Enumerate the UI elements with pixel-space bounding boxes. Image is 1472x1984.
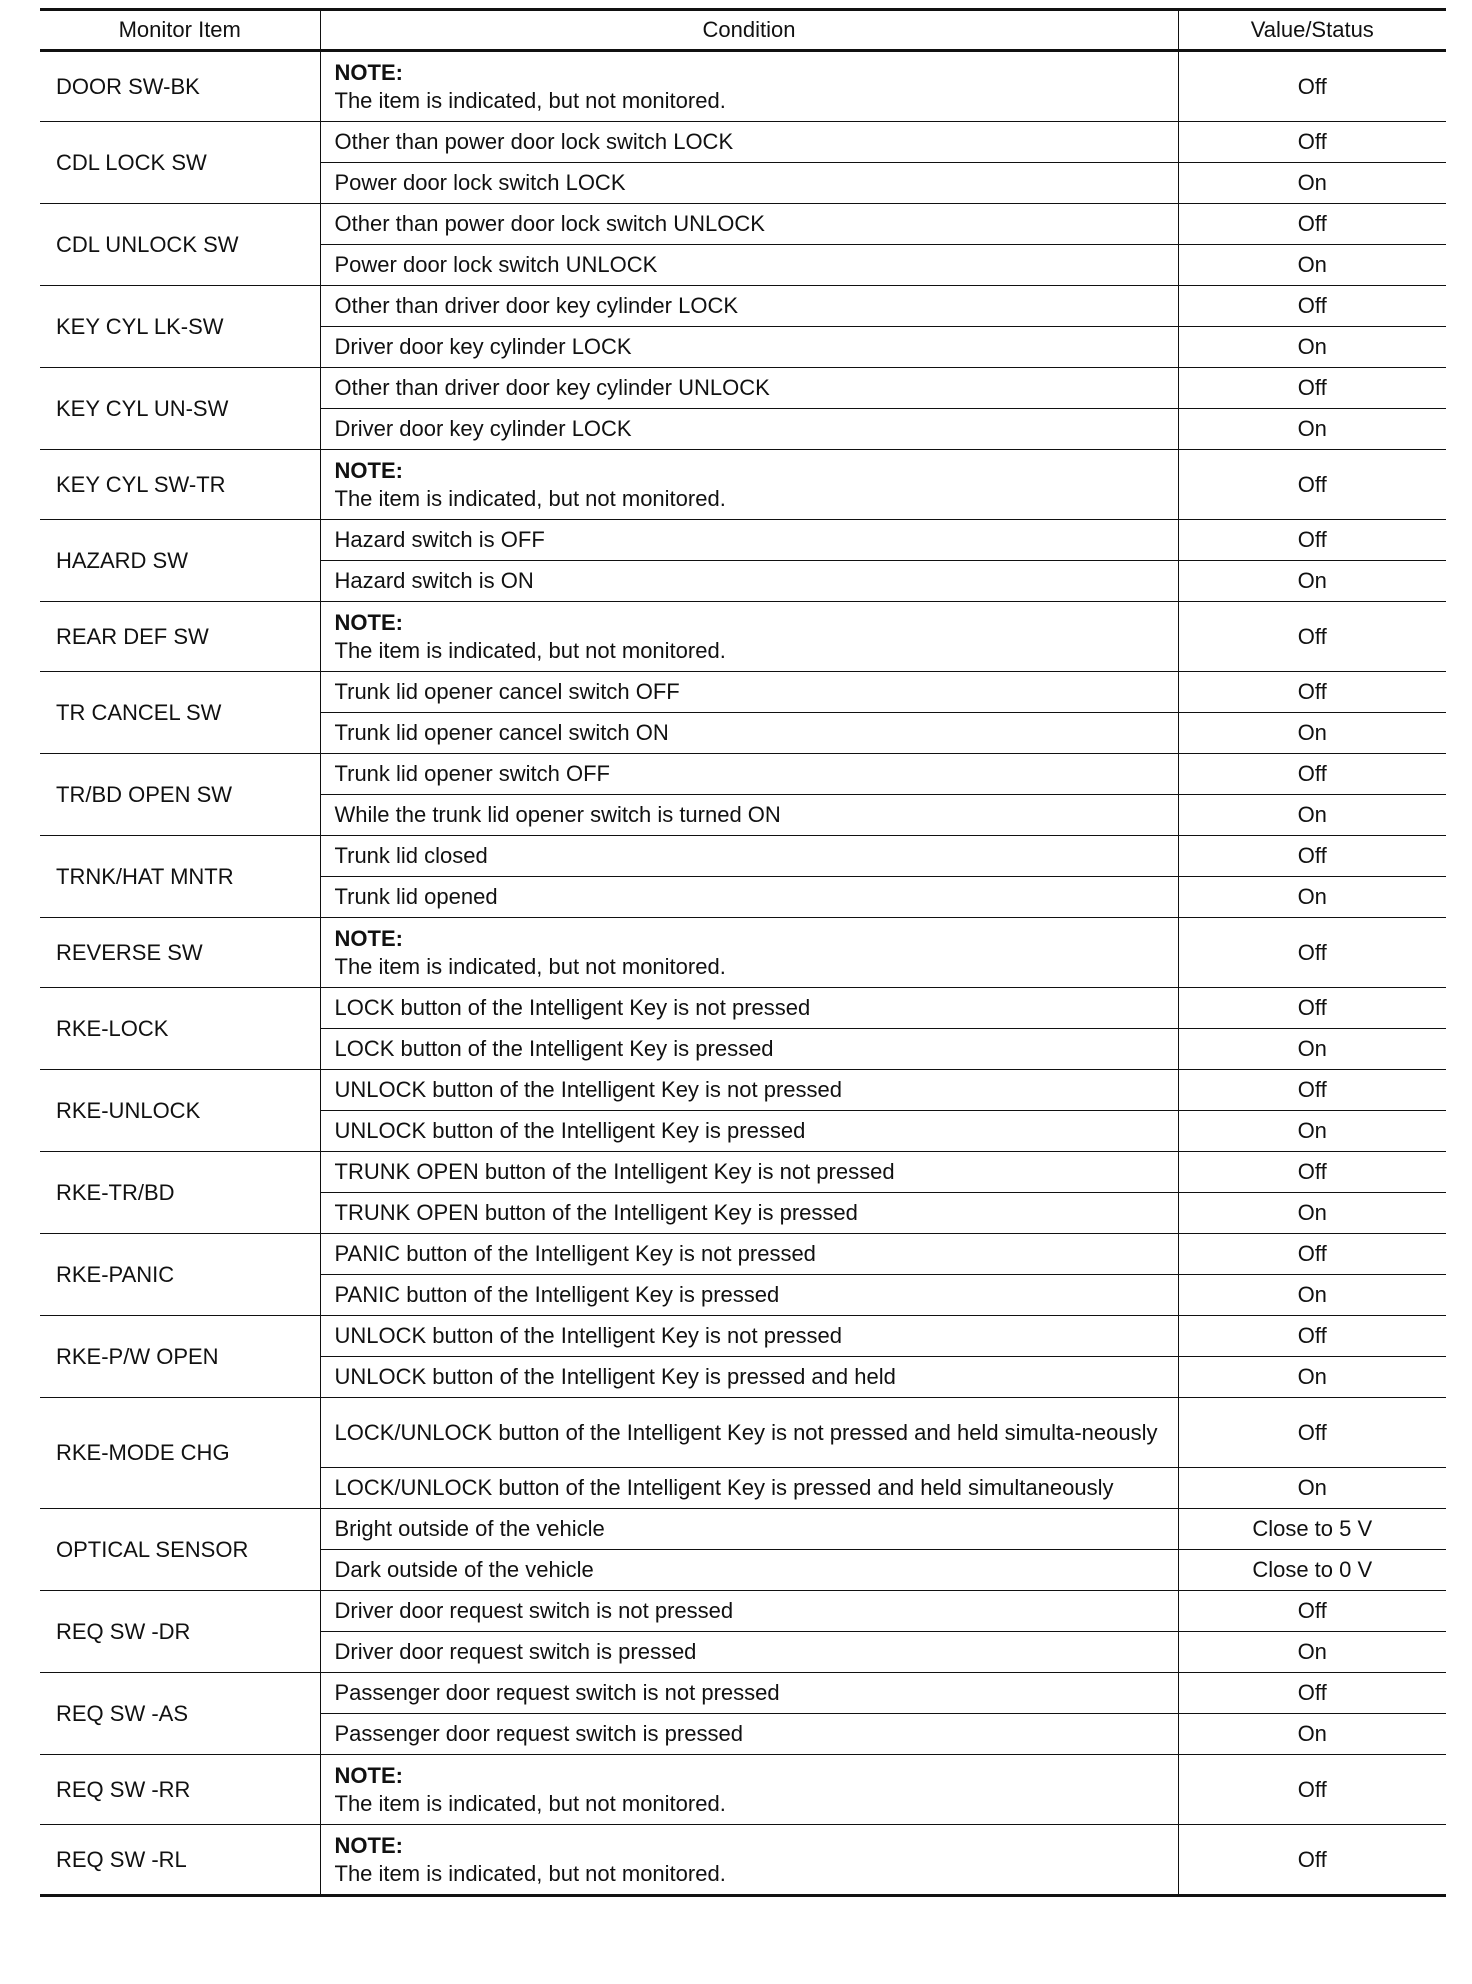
condition-cell — [320, 245, 1178, 286]
condition-text: Trunk lid opened — [334, 884, 498, 909]
condition-text: Other than power door lock switch LOCK — [334, 129, 734, 154]
condition-text: The item is indicated, but not monitored. — [334, 1790, 726, 1816]
condition-cell — [320, 1152, 1178, 1193]
value-status-cell: On — [1178, 1468, 1446, 1509]
monitor-item-name: DOOR SW-BK — [40, 51, 320, 122]
value-status-cell: On — [1178, 1275, 1446, 1316]
condition-cell — [320, 754, 1178, 795]
header-value-status: Value/Status — [1178, 10, 1446, 51]
monitor-item-name: CDL UNLOCK SW — [40, 204, 320, 286]
value-status-cell: Off — [1178, 1755, 1446, 1825]
value-status-cell: Off — [1178, 286, 1446, 327]
condition-text: UNLOCK button of the Intelligent Key is not pressed — [334, 1077, 843, 1102]
table-row — [40, 1509, 1446, 1550]
condition-cell — [320, 877, 1178, 918]
table-row — [40, 450, 1446, 520]
table-row — [40, 1755, 1446, 1825]
value-status-cell: Off — [1178, 988, 1446, 1029]
note-label: NOTE: — [334, 59, 403, 85]
table-row — [40, 1234, 1446, 1275]
table-row — [40, 1152, 1446, 1193]
condition-text: Dark outside of the vehicle — [334, 1557, 594, 1582]
value-status-cell: Off — [1178, 51, 1446, 122]
table-row — [40, 51, 1446, 122]
table-row — [40, 1591, 1446, 1632]
condition-cell — [320, 409, 1178, 450]
value-status-cell: Off — [1178, 602, 1446, 672]
condition-cell — [320, 1234, 1178, 1275]
condition-cell — [320, 368, 1178, 409]
condition-cell — [320, 1550, 1178, 1591]
condition-text: Power door lock switch LOCK — [334, 170, 626, 195]
condition-cell — [320, 1591, 1178, 1632]
value-status-cell: Off — [1178, 1398, 1446, 1468]
monitor-item-name: KEY CYL LK-SW — [40, 286, 320, 368]
monitor-item-name: KEY CYL SW-TR — [40, 450, 320, 520]
condition-text: Driver door request switch is not pressed — [334, 1598, 734, 1623]
value-status-cell: On — [1178, 1357, 1446, 1398]
value-status-cell: On — [1178, 1029, 1446, 1070]
condition-text: LOCK button of the Intelligent Key is not pressed — [334, 995, 811, 1020]
value-status-cell: Off — [1178, 1070, 1446, 1111]
table-row — [40, 122, 1446, 163]
note-label: NOTE: — [334, 609, 403, 635]
condition-cell — [320, 122, 1178, 163]
condition-text: LOCK button of the Intelligent Key is pressed — [334, 1036, 774, 1061]
table-row — [40, 368, 1446, 409]
value-status-cell: Off — [1178, 1591, 1446, 1632]
monitor-item-name: RKE-P/W OPEN — [40, 1316, 320, 1398]
condition-text: UNLOCK button of the Intelligent Key is pressed — [334, 1118, 806, 1143]
value-status-cell: Off — [1178, 1316, 1446, 1357]
condition-cell — [320, 561, 1178, 602]
table-row — [40, 602, 1446, 672]
condition-text: The item is indicated, but not monitored. — [334, 87, 726, 113]
condition-cell — [320, 1070, 1178, 1111]
monitor-item-name: REQ SW -RR — [40, 1755, 320, 1825]
table-row — [40, 1070, 1446, 1111]
monitor-item-name: REVERSE SW — [40, 918, 320, 988]
header-condition: Condition — [320, 10, 1178, 51]
condition-text: While the trunk lid opener switch is turned ON — [334, 802, 781, 827]
monitor-item-name: HAZARD SW — [40, 520, 320, 602]
table-row — [40, 672, 1446, 713]
condition-text: Hazard switch is ON — [334, 568, 534, 593]
condition-text: UNLOCK button of the Intelligent Key is pressed and held — [334, 1364, 896, 1389]
condition-text: Bright outside of the vehicle — [334, 1516, 605, 1541]
condition-cell — [320, 988, 1178, 1029]
condition-cell — [320, 602, 1178, 672]
condition-cell — [320, 327, 1178, 368]
monitor-item-name: CDL LOCK SW — [40, 122, 320, 204]
value-status-cell: On — [1178, 409, 1446, 450]
value-status-cell: On — [1178, 795, 1446, 836]
condition-cell — [320, 1509, 1178, 1550]
table-row — [40, 754, 1446, 795]
value-status-cell: On — [1178, 561, 1446, 602]
condition-cell — [320, 1825, 1178, 1896]
condition-cell — [320, 1357, 1178, 1398]
condition-text: Driver door request switch is pressed — [334, 1639, 697, 1664]
condition-text: LOCK/UNLOCK button of the Intelligent Key is pressed and held simultaneously — [334, 1475, 1114, 1500]
value-status-cell: Off — [1178, 918, 1446, 988]
condition-cell — [320, 1714, 1178, 1755]
table-body — [40, 51, 1446, 1896]
table-row — [40, 1398, 1446, 1468]
condition-text: TRUNK OPEN button of the Intelligent Key is pressed — [334, 1200, 858, 1225]
condition-text: LOCK/UNLOCK button of the Intelligent Key is not pressed and held simulta-neously — [334, 1419, 1158, 1445]
monitor-item-name: TR/BD OPEN SW — [40, 754, 320, 836]
condition-text: Passenger door request switch is pressed — [334, 1721, 743, 1746]
condition-text: Other than power door lock switch UNLOCK — [334, 211, 765, 236]
condition-cell — [320, 1398, 1178, 1468]
condition-text: PANIC button of the Intelligent Key is pressed — [334, 1282, 780, 1307]
monitor-item-name: REQ SW -RL — [40, 1825, 320, 1896]
condition-cell — [320, 1468, 1178, 1509]
value-status-cell: Off — [1178, 754, 1446, 795]
condition-text: The item is indicated, but not monitored. — [334, 637, 726, 663]
value-status-cell: On — [1178, 713, 1446, 754]
condition-text: TRUNK OPEN button of the Intelligent Key is not pressed — [334, 1159, 895, 1184]
table-row — [40, 286, 1446, 327]
condition-text: Driver door key cylinder LOCK — [334, 416, 632, 441]
value-status-cell: Off — [1178, 1152, 1446, 1193]
value-status-cell: On — [1178, 1714, 1446, 1755]
value-status-cell: Off — [1178, 520, 1446, 561]
monitor-item-name: OPTICAL SENSOR — [40, 1509, 320, 1591]
value-status-cell: On — [1178, 163, 1446, 204]
condition-cell — [320, 1755, 1178, 1825]
monitor-item-name: TRNK/HAT MNTR — [40, 836, 320, 918]
condition-cell — [320, 520, 1178, 561]
monitor-item-name: REQ SW -DR — [40, 1591, 320, 1673]
condition-cell — [320, 1111, 1178, 1152]
value-status-cell: On — [1178, 877, 1446, 918]
monitor-item-name: RKE-MODE CHG — [40, 1398, 320, 1509]
value-status-cell: On — [1178, 1193, 1446, 1234]
condition-cell — [320, 1673, 1178, 1714]
condition-text: PANIC button of the Intelligent Key is not pressed — [334, 1241, 816, 1266]
note-label: NOTE: — [334, 1762, 403, 1788]
table-row — [40, 1673, 1446, 1714]
condition-cell — [320, 836, 1178, 877]
value-status-cell: Off — [1178, 204, 1446, 245]
monitor-item-name: TR CANCEL SW — [40, 672, 320, 754]
condition-cell — [320, 163, 1178, 204]
monitor-item-name: REQ SW -AS — [40, 1673, 320, 1755]
condition-text: Other than driver door key cylinder UNLOCK — [334, 375, 770, 400]
value-status-cell: On — [1178, 245, 1446, 286]
condition-text: The item is indicated, but not monitored. — [334, 485, 726, 511]
value-status-cell: On — [1178, 1111, 1446, 1152]
condition-cell — [320, 1316, 1178, 1357]
header-monitor-item: Monitor Item — [40, 10, 320, 51]
table-header — [40, 10, 1446, 51]
monitor-item-name: RKE-TR/BD — [40, 1152, 320, 1234]
monitor-item-name: RKE-PANIC — [40, 1234, 320, 1316]
monitor-item-name: RKE-UNLOCK — [40, 1070, 320, 1152]
condition-text: Trunk lid closed — [334, 843, 488, 868]
value-status-cell: On — [1178, 327, 1446, 368]
value-status-cell: Off — [1178, 836, 1446, 877]
note-label: NOTE: — [334, 925, 403, 951]
condition-text: Power door lock switch UNLOCK — [334, 252, 658, 277]
table-row — [40, 836, 1446, 877]
monitor-item-name: REAR DEF SW — [40, 602, 320, 672]
note-label: NOTE: — [334, 1832, 403, 1858]
value-status-cell: Off — [1178, 672, 1446, 713]
table-row — [40, 520, 1446, 561]
header-row — [40, 10, 1446, 51]
condition-text: Hazard switch is OFF — [334, 527, 545, 552]
condition-cell — [320, 286, 1178, 327]
monitor-item-table — [40, 8, 1446, 1897]
condition-cell — [320, 795, 1178, 836]
table-row — [40, 918, 1446, 988]
condition-text: The item is indicated, but not monitored. — [334, 953, 726, 979]
condition-cell — [320, 713, 1178, 754]
value-status-cell: Close to 5 V — [1178, 1509, 1446, 1550]
condition-cell — [320, 450, 1178, 520]
value-status-cell: Off — [1178, 1234, 1446, 1275]
value-status-cell: Off — [1178, 1673, 1446, 1714]
condition-text: Trunk lid opener switch OFF — [334, 761, 610, 786]
value-status-cell: Off — [1178, 450, 1446, 520]
table-row — [40, 1825, 1446, 1896]
condition-text: The item is indicated, but not monitored. — [334, 1860, 726, 1886]
condition-text: Other than driver door key cylinder LOCK — [334, 293, 739, 318]
table-row — [40, 1316, 1446, 1357]
condition-cell — [320, 1275, 1178, 1316]
monitor-item-name: RKE-LOCK — [40, 988, 320, 1070]
condition-cell — [320, 918, 1178, 988]
condition-cell — [320, 51, 1178, 122]
value-status-cell: Off — [1178, 122, 1446, 163]
condition-text: UNLOCK button of the Intelligent Key is not pressed — [334, 1323, 843, 1348]
value-status-cell: Off — [1178, 368, 1446, 409]
condition-cell — [320, 1632, 1178, 1673]
condition-text: Driver door key cylinder LOCK — [334, 334, 632, 359]
condition-cell — [320, 204, 1178, 245]
condition-cell — [320, 672, 1178, 713]
note-label: NOTE: — [334, 457, 403, 483]
condition-text: Trunk lid opener cancel switch OFF — [334, 679, 680, 704]
value-status-cell: On — [1178, 1632, 1446, 1673]
condition-text: Trunk lid opener cancel switch ON — [334, 720, 669, 745]
value-status-cell: Off — [1178, 1825, 1446, 1896]
condition-cell — [320, 1029, 1178, 1070]
value-status-cell: Close to 0 V — [1178, 1550, 1446, 1591]
monitor-item-name: KEY CYL UN-SW — [40, 368, 320, 450]
condition-text: Passenger door request switch is not pressed — [334, 1680, 780, 1705]
table-row — [40, 204, 1446, 245]
condition-cell — [320, 1193, 1178, 1234]
table-row — [40, 988, 1446, 1029]
